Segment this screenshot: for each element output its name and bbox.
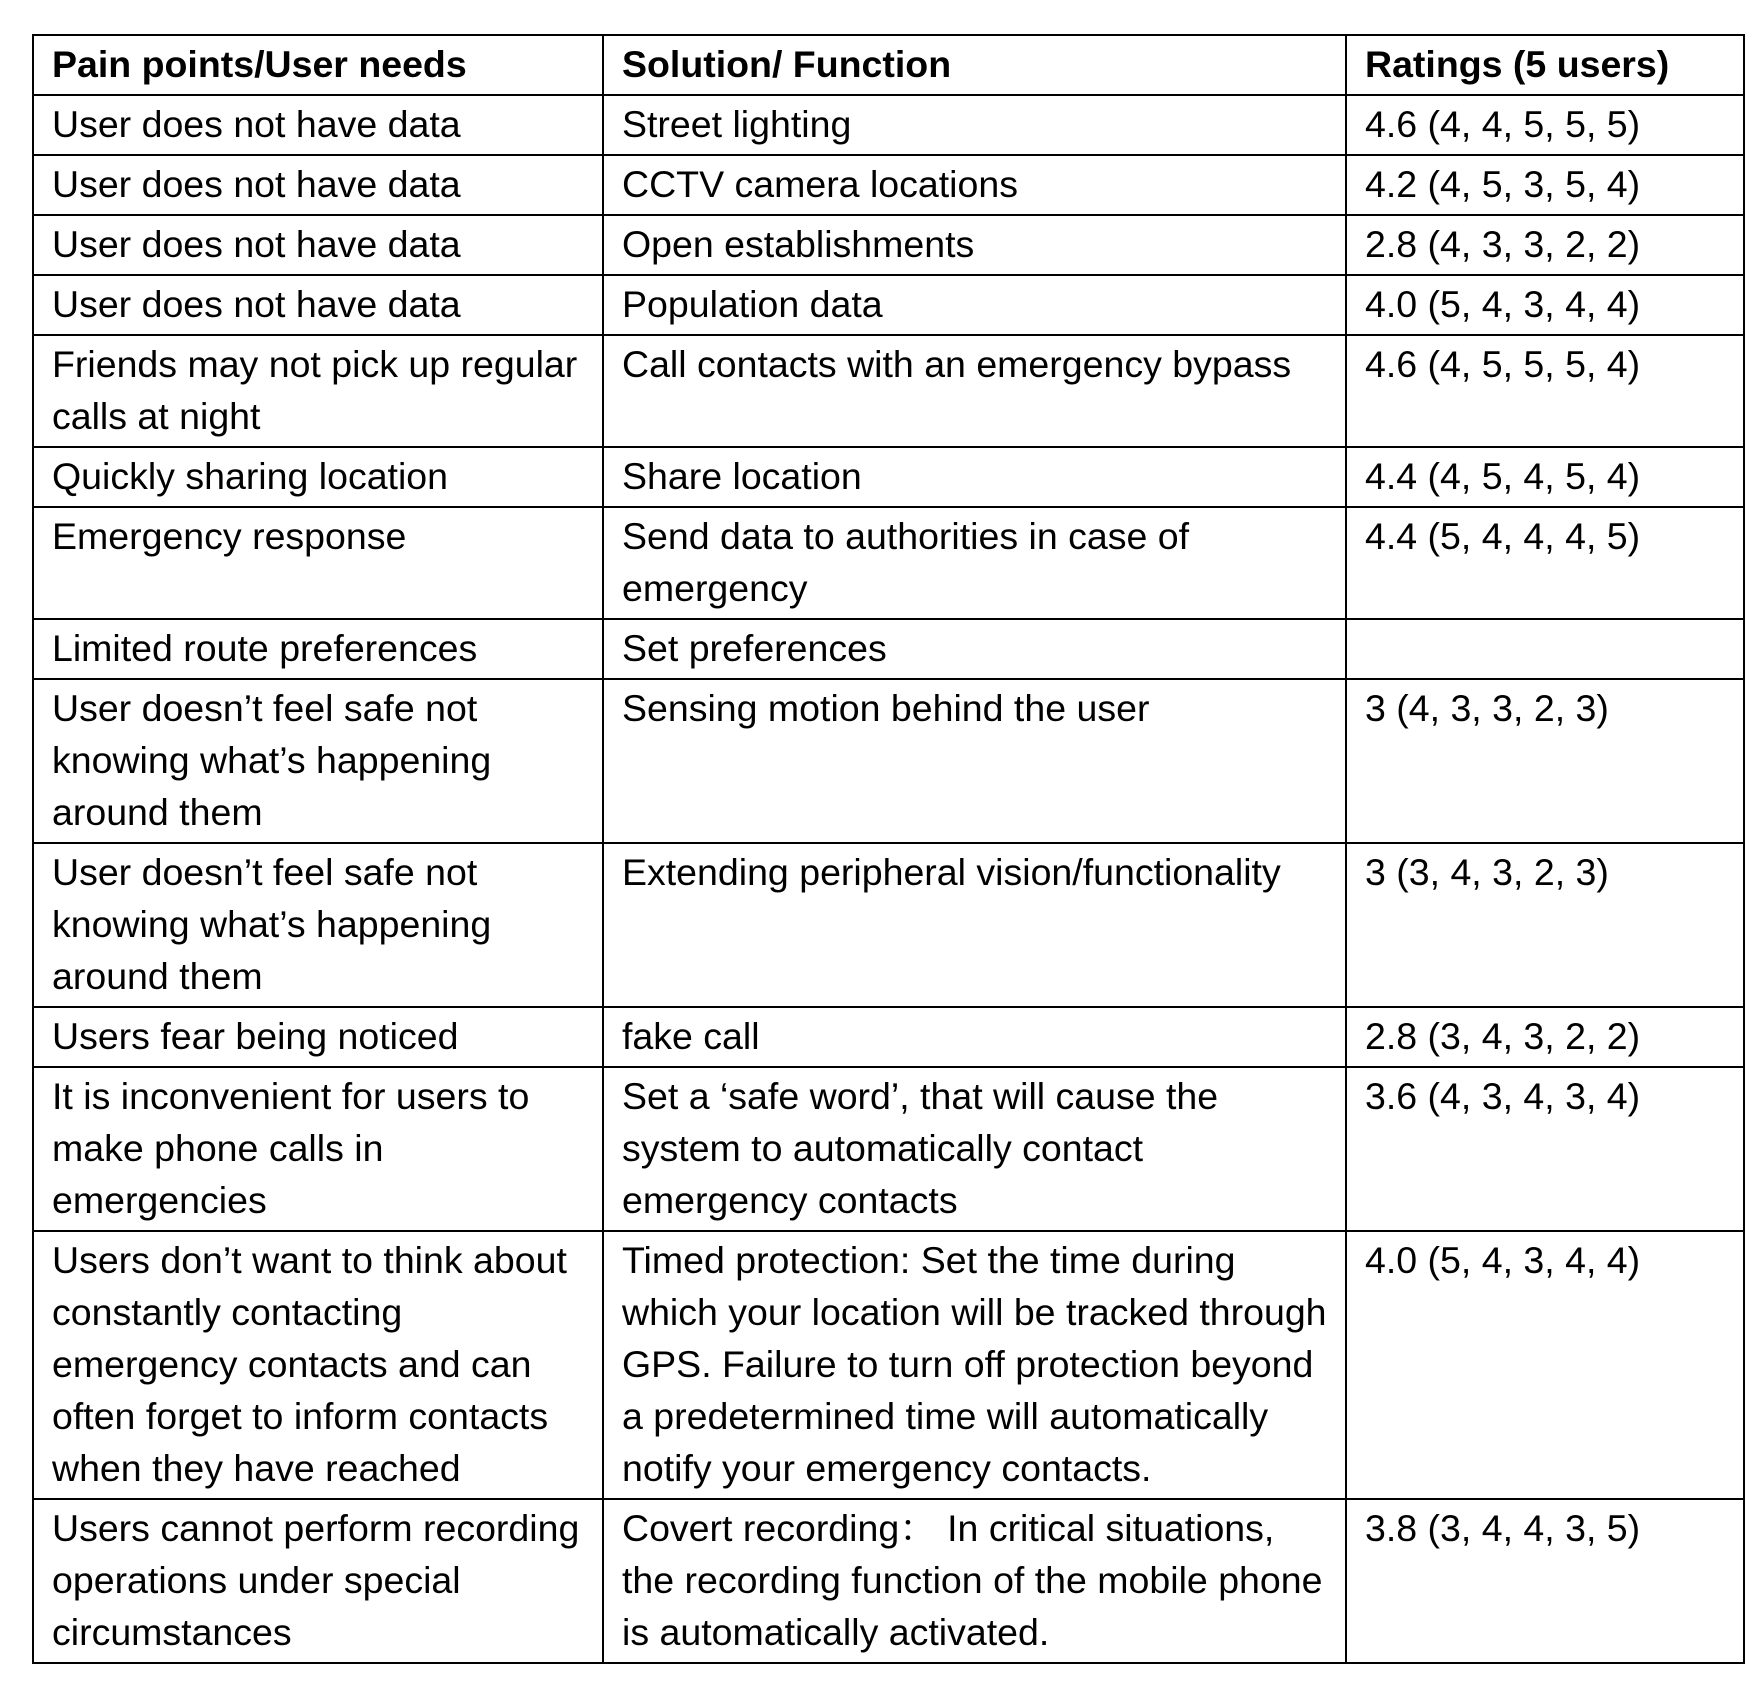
table-row xyxy=(33,507,1744,619)
table-row xyxy=(33,1231,1744,1499)
pain-point-cell: Quickly sharing location xyxy=(33,447,603,507)
solution-cell: Share location xyxy=(603,447,1346,507)
rating-cell: 2.8 (3, 4, 3, 2, 2) xyxy=(1346,1007,1744,1067)
header-pain-points: Pain points/User needs xyxy=(33,35,603,95)
solution-cell: CCTV camera locations xyxy=(603,155,1346,215)
pain-point-cell: Users fear being noticed xyxy=(33,1007,603,1067)
header-solution: Solution/ Function xyxy=(603,35,1346,95)
solution-cell: Open establishments xyxy=(603,215,1346,275)
table-row xyxy=(33,1067,1744,1231)
pain-point-cell: Users cannot perform recording operations under special circumstances xyxy=(33,1499,603,1663)
table-row xyxy=(33,155,1744,215)
rating-cell: 3 (4, 3, 3, 2, 3) xyxy=(1346,679,1744,843)
pain-point-cell: Limited route preferences xyxy=(33,619,603,679)
rating-cell: 4.0 (5, 4, 3, 4, 4) xyxy=(1346,1231,1744,1499)
table-row xyxy=(33,1007,1744,1067)
pain-point-cell: User does not have data xyxy=(33,275,603,335)
solution-cell: fake call xyxy=(603,1007,1346,1067)
table-row xyxy=(33,215,1744,275)
rating-cell: 4.4 (5, 4, 4, 4, 5) xyxy=(1346,507,1744,619)
table-row xyxy=(33,95,1744,155)
pain-point-cell: User does not have data xyxy=(33,95,603,155)
rating-cell: 3 (3, 4, 3, 2, 3) xyxy=(1346,843,1744,1007)
table-header xyxy=(33,35,1744,95)
solution-cell: Covert recording： In critical situations, the recording function of the mobile phone is automatically activated. xyxy=(603,1499,1346,1663)
solution-cell: Sensing motion behind the user xyxy=(603,679,1346,843)
pain-point-cell: Emergency response xyxy=(33,507,603,619)
pain-point-cell: User doesn’t feel safe not knowing what’s happening around them xyxy=(33,679,603,843)
rating-cell: 4.4 (4, 5, 4, 5, 4) xyxy=(1346,447,1744,507)
table-body xyxy=(33,95,1744,1663)
rating-cell: 3.6 (4, 3, 4, 3, 4) xyxy=(1346,1067,1744,1231)
table-row xyxy=(33,335,1744,447)
rating-cell xyxy=(1346,619,1744,679)
solution-cell: Send data to authorities in case of emergency xyxy=(603,507,1346,619)
solution-cell: Population data xyxy=(603,275,1346,335)
pain-point-cell: Friends may not pick up regular calls at night xyxy=(33,335,603,447)
solution-cell: Call contacts with an emergency bypass xyxy=(603,335,1346,447)
solution-cell: Set preferences xyxy=(603,619,1346,679)
header-ratings: Ratings (5 users) xyxy=(1346,35,1744,95)
header-row xyxy=(33,35,1744,95)
table-row xyxy=(33,679,1744,843)
pain-point-cell: User doesn’t feel safe not knowing what’s happening around them xyxy=(33,843,603,1007)
pain-point-cell: User does not have data xyxy=(33,215,603,275)
table-row xyxy=(33,619,1744,679)
rating-cell: 4.2 (4, 5, 3, 5, 4) xyxy=(1346,155,1744,215)
table-row xyxy=(33,843,1744,1007)
rating-cell: 3.8 (3, 4, 4, 3, 5) xyxy=(1346,1499,1744,1663)
solution-cell: Extending peripheral vision/functionality xyxy=(603,843,1346,1007)
solution-cell: Timed protection: Set the time during which your location will be tracked through GPS. Failure to turn off protection beyond a predetermined time will automatically notify your emergency contacts. xyxy=(603,1231,1346,1499)
pain-point-cell: User does not have data xyxy=(33,155,603,215)
pain-point-cell: It is inconvenient for users to make phone calls in emergencies xyxy=(33,1067,603,1231)
solution-cell: Set a ‘safe word’, that will cause the system to automatically contact emergency contacts xyxy=(603,1067,1346,1231)
pain-point-cell: Users don’t want to think about constantly contacting emergency contacts and can often forget to inform contacts when they have reached xyxy=(33,1231,603,1499)
rating-cell: 4.0 (5, 4, 3, 4, 4) xyxy=(1346,275,1744,335)
table-row xyxy=(33,1499,1744,1663)
table-row xyxy=(33,275,1744,335)
solution-cell: Street lighting xyxy=(603,95,1346,155)
rating-cell: 4.6 (4, 5, 5, 5, 4) xyxy=(1346,335,1744,447)
rating-cell: 2.8 (4, 3, 3, 2, 2) xyxy=(1346,215,1744,275)
table-row xyxy=(33,447,1744,507)
rating-cell: 4.6 (4, 4, 5, 5, 5) xyxy=(1346,95,1744,155)
features-table xyxy=(32,34,1745,1664)
